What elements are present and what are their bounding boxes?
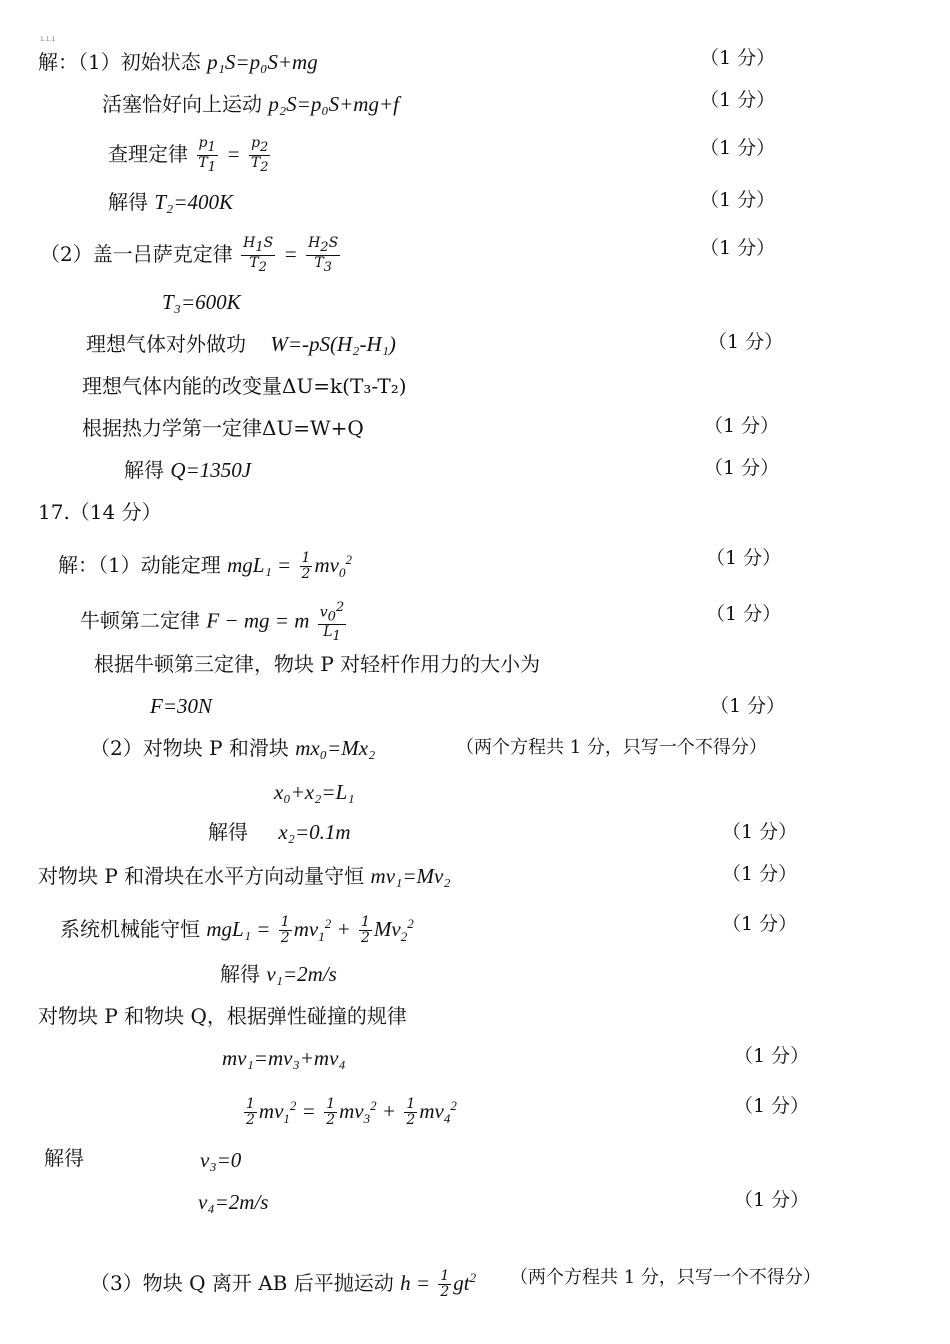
line-gay-lussac: （2）盖一吕萨克定律 $\frac{H_1S}{T_2}$ = $\frac{H_2S}{T_3}$ — [40, 235, 339, 275]
line-piston-moving: 活塞恰好向上运动 p₂S=p₀S+mg+f — [102, 92, 399, 116]
score: （1 分） — [700, 237, 776, 259]
line-force-value: F=30N — [150, 694, 213, 718]
score: （1 分） — [708, 331, 784, 353]
fraction: $\frac{H_2S}{T_3}$ — [308, 235, 339, 275]
line-first-law: 根据热力学第一定律ΔU=W+Q — [82, 416, 364, 440]
scoring-note: （两个方程共 1 分，只写一个不得分） — [456, 737, 767, 758]
line-v4: v₄=2m/s — [198, 1190, 269, 1214]
score: （1 分） — [706, 547, 782, 569]
fraction: $\frac{H_1S}{T_2}$ — [243, 235, 274, 275]
score: （1 分） — [734, 1045, 810, 1067]
line-solve-t2: 解得 T₂=400K — [108, 190, 234, 214]
score: （1 分） — [700, 47, 776, 69]
score: （1 分） — [704, 415, 780, 437]
score: （1 分） — [700, 89, 776, 111]
score: （1 分） — [722, 863, 798, 885]
score: （1 分） — [710, 695, 786, 717]
line-internal-energy: 理想气体内能的改变量ΔU=k(T₃-T₂) — [82, 374, 407, 398]
score: （1 分） — [722, 913, 798, 935]
line-projectile-motion: （3）物块 Q 离开 AB 后平抛运动 h = $\frac{1}{2}$ $gt^2$ — [90, 1268, 477, 1300]
fraction: $\frac{1}{2}$ — [361, 914, 370, 946]
line-work: 理想气体对外做功 W=-pS(H₂-H₁) — [86, 332, 396, 356]
line-solve-x2: 解得 x₂=0.1m — [208, 820, 351, 844]
line-charles-law: 查理定律 $\frac{p_1}{T_1}$ = $\frac{p_2}{T_2}$ — [108, 135, 269, 175]
score: （1 分） — [706, 603, 782, 625]
line-solve-q: 解得 Q=1350J — [124, 458, 252, 482]
question-17-heading: 17.（14 分） — [38, 500, 162, 524]
line-solve-label: 解得 — [44, 1146, 84, 1170]
score: （1 分） — [700, 137, 776, 159]
line-p-and-slider: （2）对物块 P 和滑块 mx₀=Mx₂ — [90, 736, 376, 760]
line-t3: T₃=600K — [162, 290, 241, 314]
fraction: $\frac{p_2}{T_2}$ — [250, 135, 269, 175]
fraction: $\frac{1}{2}$ — [301, 550, 311, 582]
line-initial-state: 解：（1）初始状态 p₁S=p₀S+mg — [38, 50, 318, 74]
score: （1 分） — [734, 1189, 810, 1211]
score: （1 分） — [734, 1095, 810, 1117]
line-v3: v₃=0 — [200, 1148, 242, 1172]
line-newton-second: 牛顿第二定律 F − mg = m $\frac{v_0^2}{L_1}$ — [80, 600, 345, 645]
fraction: $\frac{1}{2}$ — [280, 914, 290, 946]
fraction: $\frac{p_1}{T_1}$ — [198, 135, 216, 175]
line-displacement-sum: x₀+x₂=L₁ — [274, 780, 355, 804]
scoring-note: （两个方程共 1 分，只写一个不得分） — [510, 1267, 821, 1288]
score: （1 分） — [722, 821, 798, 843]
line-newton-third: 根据牛顿第三定律，物块 P 对轻杆作用力的大小为 — [94, 652, 541, 676]
score: （1 分） — [704, 457, 780, 479]
fraction: $\frac{1}{2}$ — [406, 1096, 416, 1128]
fraction: $\frac{v_0^2}{L_1}$ — [319, 600, 345, 645]
line-collision-momentum: mv₁=mv₃+mv₄ — [222, 1046, 346, 1070]
header-mark: 1.1.1 — [40, 36, 56, 43]
line-momentum-conservation: 对物块 P 和滑块在水平方向动量守恒 mv₁=Mv₂ — [38, 864, 451, 888]
fraction: $\frac{1}{2}$ — [246, 1096, 255, 1128]
line-kinetic-energy-theorem: 解：（1）动能定理 mgL₁ = $\frac{1}{2}$ $mv_0^2$ — [58, 550, 352, 582]
line-solve-v1: 解得 v₁=2m/s — [220, 962, 337, 986]
fraction: $\frac{1}{2}$ — [440, 1268, 450, 1300]
line-mechanical-energy: 系统机械能守恒 mgL₁ = $\frac{1}{2}$ $mv_1^2$ + $\frac{1}{2}$ $Mv_2^2$ — [60, 914, 414, 946]
score: （1 分） — [700, 189, 776, 211]
line-collision-energy: $\frac{1}{2}$ $mv_1^2$ = $\frac{1}{2}$ $mv_3^2$ + $\frac{1}{2}$ $mv_4^2$ — [246, 1096, 457, 1128]
line-elastic-collision: 对物块 P 和物块 Q，根据弹性碰撞的规律 — [38, 1004, 407, 1028]
fraction: $\frac{1}{2}$ — [326, 1096, 336, 1128]
